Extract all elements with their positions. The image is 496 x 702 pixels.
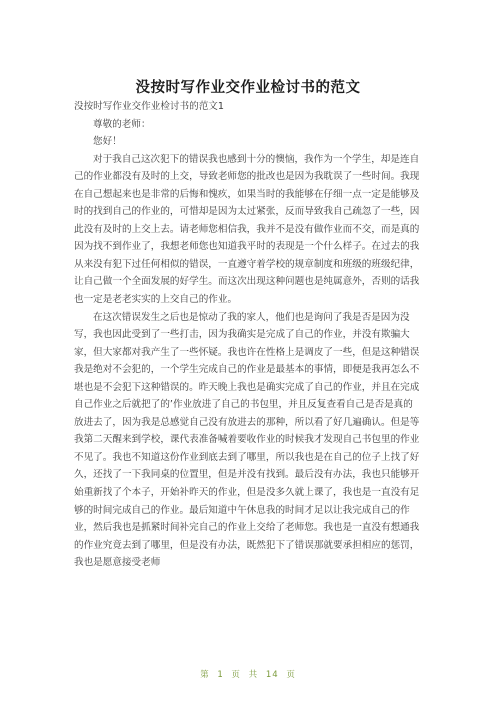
- body-paragraph: 对于我自己这次犯下的错误我也感到十分的懊恼，我作为一个学生，却是连自己的作业都没有及时的上交，导致老师您的批改也是因为我耽误了一些时间。我现在自己想起来也是非常的后悔和愧疚，如果当时的我能够在仔细一点一定是能够及时的找到自己的作业的，可惜却是因为太过紧张，反而导致我自己疏忽了一些，因此没有及时的上交上去。请老师您相信我，我并不是没有做作业而不交，而是真的因为找不到作业了，我想老师您也知道我平时的表现是一个什么样子。在过去的我从来没有犯下过任何相似的错误，一直遵守着学校的规章制度和班级的班级纪律，让自己做一个全面发展的好学生。而这次出现这种问题也是纯属意外，否则的话我也一定是老老实实的上交自己的作业。: [74, 153, 420, 306]
- document-body: [74, 98, 422, 572]
- document-title: 没按时写作业交作业检讨书的范文: [135, 80, 361, 96]
- page-number-footer: 第 1 页 共 14 页: [200, 670, 296, 680]
- salutation: 尊敬的老师：: [93, 118, 151, 130]
- greeting: 您好！: [93, 136, 122, 148]
- subtitle-line: 没按时写作业交作业检讨书的范文1: [74, 101, 225, 112]
- body-paragraph: 在这次错误发生之后也是惊动了我的家人，他们也是询问了我是否是因为没写，我也因此受到了一些打击，因为我确实是完成了自己的作业，并没有欺骗大家，但大家都对我产生了一些怀疑。我也许在性格上是调皮了一些，但是这种错误我是绝对不会犯的，一个学生完成自己的作业是最基本的事情，即便是我再怎么不堪也是不会犯下这种错误的。昨天晚上我也是确实完成了自己的作业，并且在完成自己作业之后就把了的’作业放进了自己的书包里，并且反复查看自己是否是真的放进去了，因为我是总感觉自己没有放进去的那种，所以看了好几遍确认。但是等我第二天醒来到学校，课代表准备喊着要收作业的时候我才发现自己书包里的作业不见了。我也不知道这份作业到底去到了哪里，所以我也是在自己的位子上找了好久，还找了一下我同桌的位置里，但是并没有找到。最后没有办法，我也只能够开始重新找了个本子，开始补昨天的作业，但是没多久就上课了，我也是一直没有足够的时间完成自己的作业。最后知道中午休息我的时间才足以让我完成自己的作业，然后我也是抓紧时间补完自己的作业上交给了老师您。我也是一直没有想通我的作业究竟去到了哪里，但是没有办法，既然犯下了错误那就要承担相应的惩罚，我也是愿意接受老师: [74, 311, 420, 569]
